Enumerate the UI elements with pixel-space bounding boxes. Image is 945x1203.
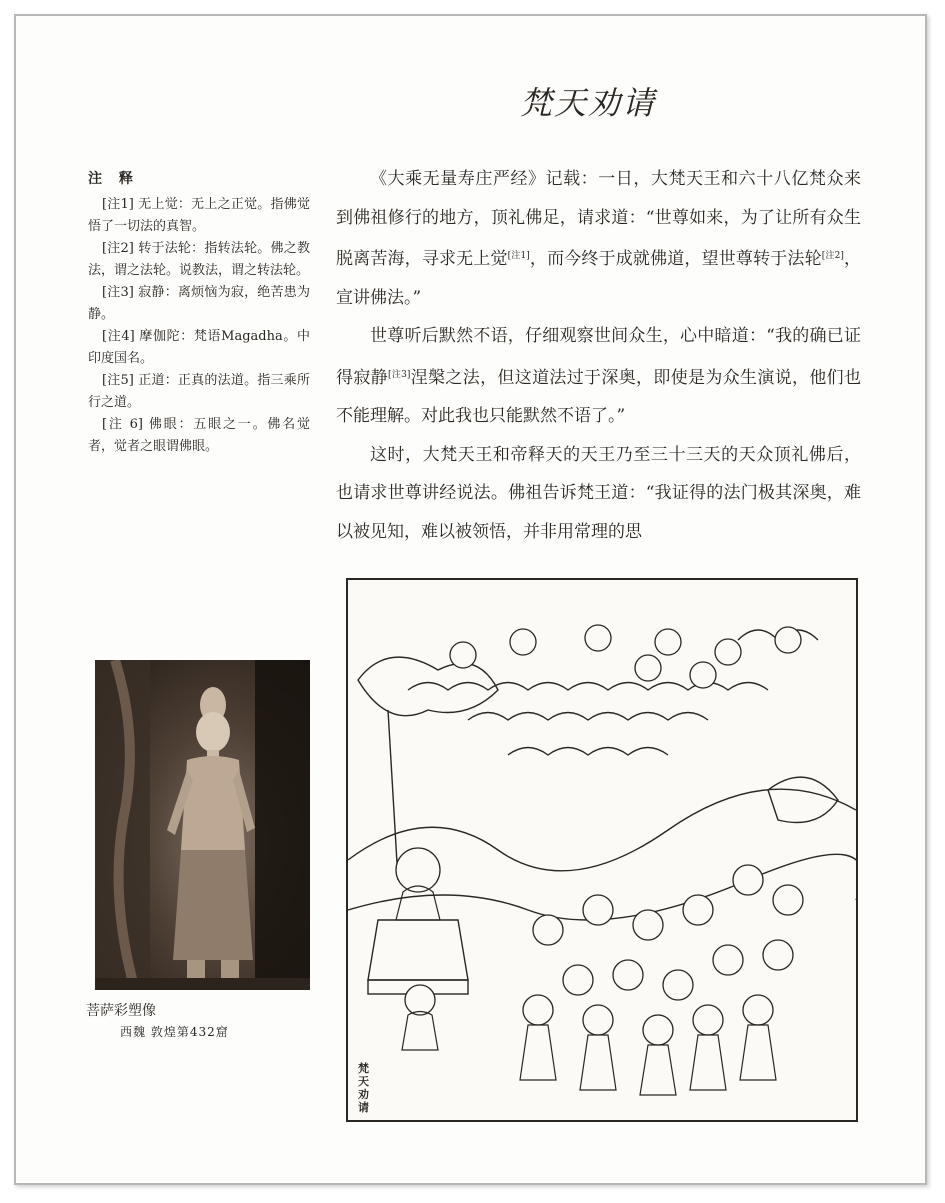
paragraph-2	[336, 317, 861, 436]
paragraph-1-part-b: ，而今终于成就佛道，望世尊转于法轮	[529, 249, 822, 269]
note-item: [注5] 正道：正真的法道。指三乘所行之道。	[88, 373, 310, 410]
paragraph-2-part-b: 涅槃之法，但这道法过于深奥，即使是为众生演说，他们也不能理解。对此我也只能默然不语了。”	[336, 367, 862, 426]
statue-illustration	[95, 660, 310, 990]
note-item: [注 6] 佛眼：五眼之一。佛名觉者，觉者之眼谓佛眼。	[88, 417, 310, 454]
paragraph-2-part-a: 世尊听后默然不语，仔细观察世间众生，心中暗道：“我的确已证得寂静	[336, 326, 861, 388]
paragraph-1	[336, 160, 861, 317]
bodhisattva-statue-photo	[95, 660, 310, 990]
photo-caption-source: 西魏 敦煌第432窟	[120, 1025, 229, 1039]
footnote-ref-2: [注2]	[821, 251, 844, 261]
note-item: [注1] 无上觉：无上之正觉。指佛觉悟了一切法的真智。	[88, 197, 310, 234]
note-item: [注2] 转于法轮：指转法轮。佛之教法，谓之法轮。说教法，谓之转法轮。	[88, 241, 310, 278]
woodcut-drawing	[348, 580, 856, 1120]
note-item: [注4] 摩伽陀：梵语Magadha。中印度国名。	[88, 329, 310, 366]
footnote-ref-3: [注3]	[388, 369, 411, 380]
notes-heading: 注 释	[88, 171, 139, 187]
page-title: 梵天劝请	[520, 84, 657, 122]
paragraph-3: 这时，大梵天王和帝释天的天王乃至三十三天的天众顶礼佛后，也请求世尊讲经说法。佛祖告诉梵王道：“我证得的法门极其深奥，难以被见知，难以被领悟，并非用常理的思	[336, 444, 861, 542]
footnote-ref-1: [注1]	[507, 251, 530, 261]
woodcut-illustration	[346, 578, 858, 1122]
woodcut-label: 梵天劝请	[358, 1062, 369, 1114]
main-text	[336, 160, 861, 551]
paragraph-1-part-a: 《大乘无量寿庄严经》记载：一日，大梵天王和六十八亿梵众来到佛祖修行的地方，顶礼佛足，请求道：“世尊如来，为了让所有众生脱离苦海，寻求无上觉	[336, 169, 861, 269]
photo-caption: 菩萨彩塑像	[86, 1003, 156, 1019]
note-item: [注3] 寂静：离烦恼为寂，绝苦患为静。	[88, 285, 310, 322]
paragraph-1-part-c: ，宣讲佛法。”	[336, 249, 862, 308]
notes-column	[88, 168, 310, 458]
